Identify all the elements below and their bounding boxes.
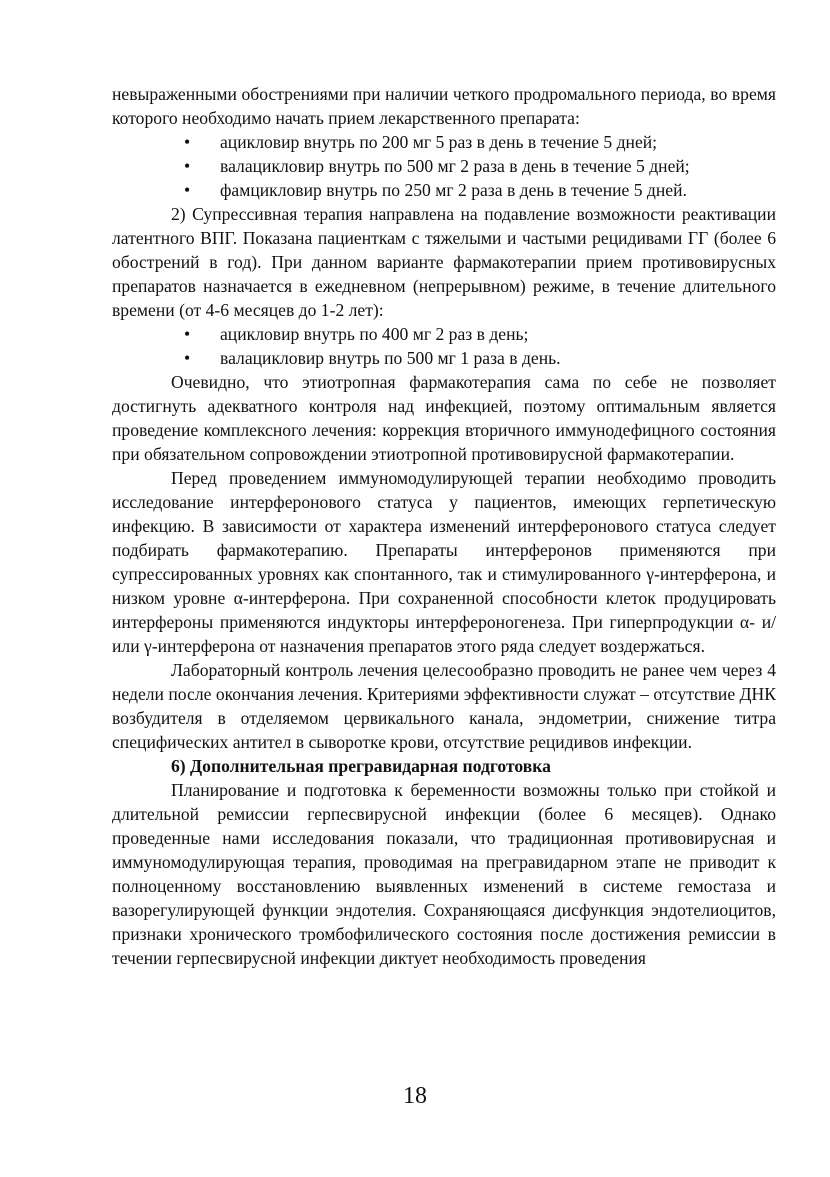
list-item <box>112 322 776 346</box>
paragraph-suppressive-therapy: 2) Супрессивная терапия направлена на подавление возможности реактивации латентного ВПГ. Показана пациенткам с тяжелыми и частыми рецидивами ГГ (более 6 обострений в год). При данном варианте фармакотерапии прием противовирусных препаратов назначается в ежедневном (непрерывном) режиме, в течение длительного времени (от 4-6 месяцев до 1-2 лет): <box>112 204 776 320</box>
list-item-text: ацикловир внутрь по 400 мг 2 раз в день; <box>220 324 529 344</box>
paragraph-interferon-status: Перед проведением иммуномодулирующей терапии необходимо проводить исследование интерферонового статуса у пациентов, имеющих герпетическую инфекцию. В зависимости от характера изменений интерферонового статуса следует подбирать фармакотерапию. Препараты интерферонов применяются при супрессированных уровнях как спонтанного, так и стимулированного γ-интерферона, и низком уровне α-интерферона. При сохраненной способности клеток продуцировать интерфероны применяются индукторы интерфероногенеза. При гиперпродукции α- и/или γ-интерферона от назначения препаратов этого ряда следует воздержаться. <box>112 468 776 656</box>
paragraph-combined-treatment: Очевидно, что этиотропная фармакотерапия сама по себе не позволяет достигнуть адекватного контроля над инфекцией, поэтому оптимальным является проведение комплексного лечения: коррекция вторичного иммунодефицного состояния при обязательном сопровождении этиотропной противовирусной фармакотерапии. <box>112 372 776 464</box>
list-item-text: фамцикловир внутрь по 250 мг 2 раза в день в течение 5 дней. <box>220 180 687 200</box>
bullet-icon: • <box>184 180 191 200</box>
page-number: 18 <box>403 1083 427 1109</box>
paragraph-pregnancy-planning: Планирование и подготовка к беременности возможны только при стойкой и длительной ремиссии герпесвирусной инфекции (более 6 месяцев). Однако проведенные нами исследования показали, что традиционная противовирусная и иммуномодулирующая терапия, проводимая на прегравидарном этапе не приводит к полноценному восстановлению выявленных изменений в системе гемостаза и вазорегулирующей функции эндотелия. Сохраняющаяся дисфункция эндотелиоцитов, признаки хронического тромбофилического состояния после достижения ремиссии в течении герпесвирусной инфекции диктует необходимость проведения <box>112 780 776 968</box>
paragraph-lab-control: Лабораторный контроль лечения целесообразно проводить не ранее чем через 4 недели после окончания лечения. Критериями эффективности служат – отсутствие ДНК возбудителя в отделяемом цервикального канала, эндометрии, снижение титра специфических антител в сыворотке крови, отсутствие рецидивов инфекции. <box>112 660 776 752</box>
bullet-icon: • <box>184 348 191 368</box>
bullet-list-episodic-therapy <box>112 130 776 202</box>
list-item <box>112 154 776 178</box>
list-item <box>112 178 776 202</box>
bullet-list-suppressive-therapy <box>112 322 776 370</box>
bullet-icon: • <box>184 156 191 176</box>
paragraph-1: невыраженными обострениями при наличии четкого продромального периода, во время которого необходимо начать прием лекарственного препарата: <box>112 84 776 128</box>
section-heading: 6) Дополнительная прегравидарная подготовка <box>171 756 551 776</box>
list-item-text: ацикловир внутрь по 200 мг 5 раз в день в течение 5 дней; <box>220 132 658 152</box>
bullet-icon: • <box>184 324 191 344</box>
document-page <box>112 82 776 970</box>
bullet-icon: • <box>184 132 191 152</box>
list-item-text: валацикловир внутрь по 500 мг 2 раза в день в течение 5 дней; <box>220 156 690 176</box>
list-item <box>112 346 776 370</box>
list-item-text: валацикловир внутрь по 500 мг 1 раза в день. <box>220 348 561 368</box>
list-item <box>112 130 776 154</box>
